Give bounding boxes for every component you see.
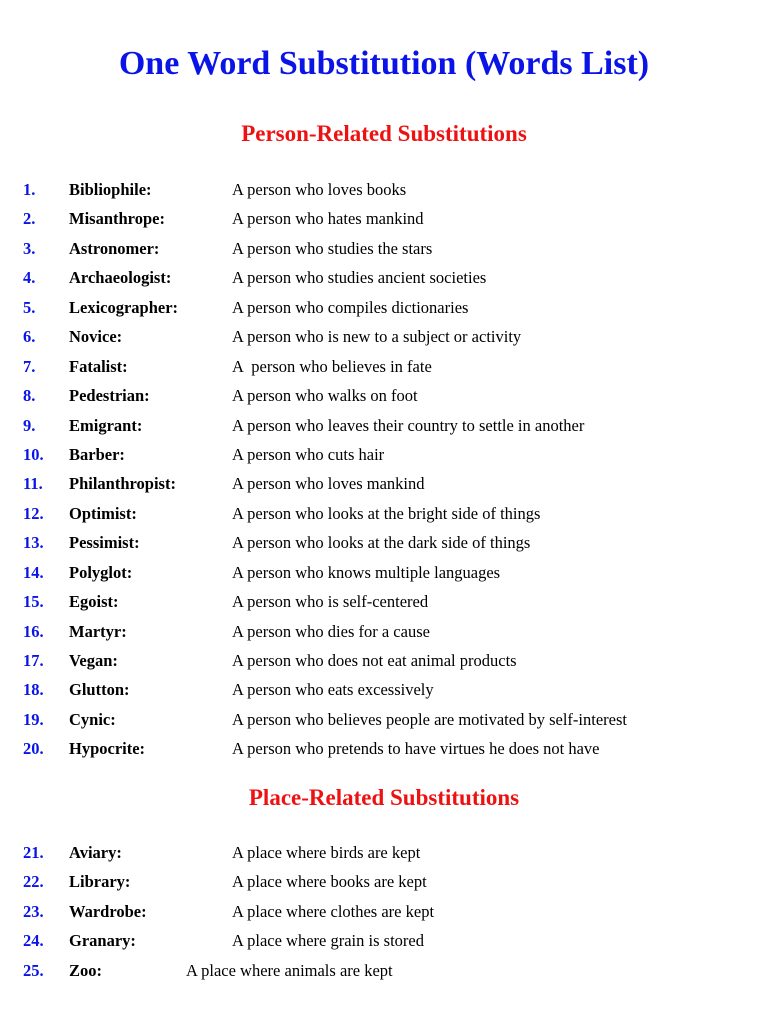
item-term: Aviary:: [69, 843, 122, 862]
item-term: Wardrobe:: [69, 901, 147, 921]
item-term: Novice:: [69, 327, 123, 347]
item-definition: A person who loves books: [232, 180, 407, 199]
item-term: Fatalist:: [69, 356, 128, 376]
item-term: Philanthropist:: [69, 474, 176, 494]
list-item: [0, 381, 768, 410]
list-item: [0, 234, 768, 263]
item-definition: A person who believes in fate: [232, 356, 432, 376]
item-term: Lexicographer:: [69, 297, 179, 317]
item-term: Astronomer:: [69, 238, 160, 258]
item-number: 16.: [23, 621, 44, 641]
list-item: [0, 705, 768, 734]
list-item: [0, 646, 768, 675]
list-item: [0, 293, 768, 322]
item-term: Archaeologist:: [69, 268, 172, 288]
item-number: 23.: [23, 901, 44, 921]
item-definition: A person who looks at the bright side of things: [232, 503, 541, 523]
item-definition: A person who is self-centered: [232, 592, 429, 612]
item-term: Egoist:: [69, 592, 119, 612]
item-number: 6.: [23, 327, 36, 347]
item-number: 12.: [23, 503, 44, 523]
item-definition: A person who does not eat animal products: [232, 651, 517, 670]
list-item: [0, 175, 768, 204]
word-list-place: [0, 838, 768, 985]
list-item: [0, 528, 768, 557]
list-item: [0, 587, 768, 616]
list-item: [0, 204, 768, 233]
item-term: Polyglot:: [69, 562, 133, 582]
list-item: [0, 411, 768, 440]
item-number: 22.: [23, 872, 44, 892]
list-item: [0, 617, 768, 646]
list-item: [0, 734, 768, 763]
item-term: Glutton:: [69, 680, 130, 700]
item-number: 10.: [23, 444, 44, 464]
item-definition: A person who pretends to have virtues he does not have: [232, 739, 600, 759]
item-definition: A person who is new to a subject or activity: [232, 327, 522, 347]
item-term: Optimist:: [69, 503, 137, 523]
item-term: Vegan:: [69, 651, 118, 670]
item-definition: A place where books are kept: [232, 872, 427, 892]
list-item: [0, 558, 768, 587]
item-number: 1.: [23, 180, 36, 199]
item-term: Hypocrite:: [69, 739, 146, 759]
item-definition: A person who loves mankind: [232, 474, 425, 494]
item-definition: A person who hates mankind: [232, 209, 424, 229]
item-term: Cynic:: [69, 709, 116, 729]
list-item: [0, 897, 768, 926]
item-definition: A place where birds are kept: [232, 843, 421, 862]
list-item: [0, 322, 768, 351]
item-number: 9.: [23, 415, 36, 435]
item-definition: A person who walks on foot: [232, 386, 418, 406]
list-item: [0, 469, 768, 498]
item-definition: A person who cuts hair: [232, 444, 385, 464]
word-list-person: [0, 175, 768, 764]
item-number: 15.: [23, 592, 44, 612]
item-term: Bibliophile:: [69, 180, 152, 199]
item-definition: A person who studies the stars: [232, 238, 433, 258]
item-term: Emigrant:: [69, 415, 143, 435]
item-number: 21.: [23, 843, 44, 862]
item-definition: A person who knows multiple languages: [232, 562, 501, 582]
item-definition: A person who looks at the dark side of things: [232, 533, 531, 553]
list-item: [0, 675, 768, 704]
item-number: 19.: [23, 709, 44, 729]
list-item: [0, 867, 768, 896]
list-item: [0, 440, 768, 469]
item-term: Granary:: [69, 931, 136, 951]
item-term: Pedestrian:: [69, 386, 150, 406]
item-definition: A person who eats excessively: [232, 680, 434, 700]
page-title: One Word Substitution (Words List): [118, 45, 650, 82]
item-number: 18.: [23, 680, 44, 700]
item-definition: A place where animals are kept: [186, 960, 393, 980]
item-number: 17.: [23, 651, 44, 670]
item-number: 4.: [23, 268, 36, 288]
list-item: [0, 926, 768, 955]
item-number: 2.: [23, 209, 36, 229]
item-term: Pessimist:: [69, 533, 140, 553]
item-number: 24.: [23, 931, 44, 951]
item-definition: A person who believes people are motivated by self-interest: [232, 709, 627, 729]
list-item: [0, 838, 768, 867]
list-item: [0, 352, 768, 381]
item-term: Library:: [69, 872, 131, 892]
item-term: Barber:: [69, 444, 125, 464]
item-number: 25.: [23, 960, 44, 980]
section-heading-place: Place-Related Substitutions: [248, 785, 520, 810]
item-definition: A person who compiles dictionaries: [232, 297, 469, 317]
item-definition: A place where clothes are kept: [232, 901, 435, 921]
item-number: 8.: [23, 386, 36, 406]
item-term: Martyr:: [69, 621, 127, 641]
item-number: 11.: [23, 474, 43, 494]
item-definition: A person who leaves their country to settle in another: [232, 415, 585, 435]
item-number: 14.: [23, 562, 44, 582]
item-definition: A place where grain is stored: [232, 931, 424, 951]
item-number: 13.: [23, 533, 44, 553]
section-heading-person: Person-Related Substitutions: [241, 121, 527, 146]
list-item: [0, 263, 768, 292]
item-term: Zoo:: [69, 960, 102, 980]
item-definition: A person who studies ancient societies: [232, 268, 487, 288]
item-definition: A person who dies for a cause: [232, 621, 430, 641]
item-number: 7.: [23, 356, 36, 376]
item-number: 20.: [23, 739, 44, 759]
item-term: Misanthrope:: [69, 209, 165, 229]
list-item: [0, 499, 768, 528]
item-number: 5.: [23, 297, 36, 317]
list-item: [0, 956, 768, 985]
item-number: 3.: [23, 238, 36, 258]
